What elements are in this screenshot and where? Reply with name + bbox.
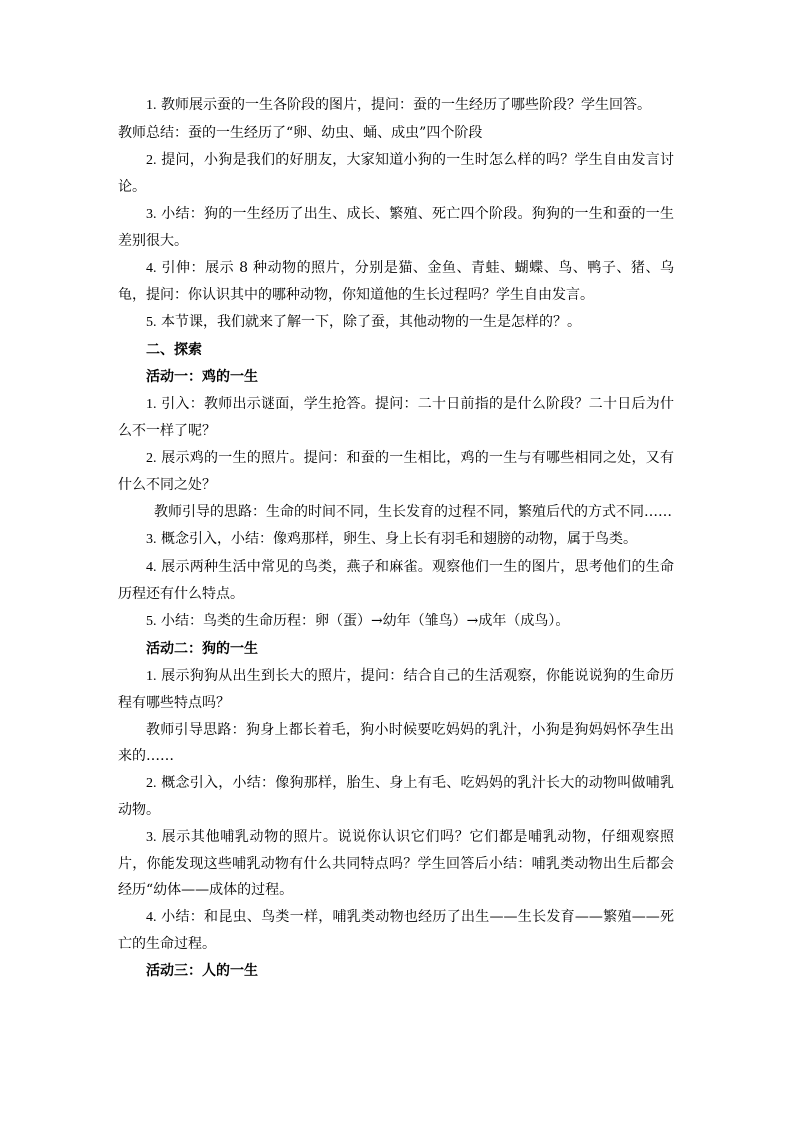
paragraph-lesson-intro: 5. 本节课，我们就来了解一下，除了蚕，其他动物的一生是怎样的？。 xyxy=(146,314,581,330)
paragraph-chicken-photos: 2. 展示鸡的一生的照片。提问：和蚕的一生相比，鸡的一生与有哪些相同之处，又有什么不同之处？ xyxy=(118,450,674,493)
paragraph-dog-summary: 3. 小结：狗的一生经历了出生、成长、繁殖、死亡四个阶段。狗狗的一生和蚕的一生差别很大。 xyxy=(118,206,674,249)
paragraph-extension: 4. 引伸：展示 8 种动物的照片，分别是猫、金鱼、青蛙、蝴蝶、鸟、鸭子、猪、乌龟，提问：你认识其中的哪种动物，你知道他的生长过程吗？学生自由发言。 xyxy=(118,260,674,303)
paragraph-teacher-guide-1: 教师引导的思路：生命的时间不同，生长发育的过程不同，繁殖后代的方式不同…… xyxy=(154,504,672,520)
paragraph-bird-concept: 3. 概念引入，小结：像鸡那样，卵生、身上长有羽毛和翅膀的动物，属于鸟类。 xyxy=(146,531,637,547)
activity-heading-dog: 活动二：狗的一生 xyxy=(146,641,258,657)
activity-heading-human: 活动三：人的一生 xyxy=(146,963,258,979)
paragraph-teacher-guide-2: 教师引导思路：狗身上都长着毛，狗小时候要吃妈妈的乳汁，小狗是狗妈妈怀孕生出来的…… xyxy=(118,722,674,764)
activity-heading-chicken: 活动一：鸡的一生 xyxy=(146,369,258,385)
paragraph-other-mammals: 3. 展示其他哺乳动物的照片。说说你认识它们吗？它们都是哺乳动物，仔细观察照片，你能发现这些哺乳动物有什么共同特点吗？学生回答后小结：哺乳类动物出生后都会经历“幼体——成体的过程。 xyxy=(118,829,674,898)
paragraph-mammal-concept: 2. 概念引入，小结：像狗那样，胎生、身上有毛、吃妈妈的乳汁长大的动物叫做哺乳动物。 xyxy=(118,775,674,818)
paragraph-silkworm-stages: 1. 教师展示蚕的一生各阶段的图片，提问：蚕的一生经历了哪些阶段？学生回答。 xyxy=(146,97,651,113)
paragraph-mammal-summary: 4. 小结：和昆虫、鸟类一样，哺乳类动物也经历了出生——生长发育——繁殖——死亡的生命过程。 xyxy=(118,909,674,952)
paragraph-riddle: 1. 引入：教师出示谜面，学生抢答。提问：二十日前指的是什么阶段？二十日后为什么不一样了呢？ xyxy=(118,396,674,439)
paragraph-teacher-summary: 教师总结：蚕的一生经历了“卵、幼虫、蛹、成虫”四个阶段 xyxy=(118,125,483,141)
paragraph-dog-question: 2. 提问，小狗是我们的好朋友，大家知道小狗的一生时怎么样的吗？学生自由发言讨论。 xyxy=(118,152,674,195)
paragraph-dog-photos: 1. 展示狗狗从出生到长大的照片，提问：结合自己的生活观察，你能说说狗的生命历程有哪些特点吗？ xyxy=(118,668,674,711)
paragraph-common-birds: 4. 展示两种生活中常见的鸟类，燕子和麻雀。观察他们一生的图片，思考他们的生命历程还有什么特点。 xyxy=(118,559,674,602)
paragraph-bird-lifecycle: 5. 小结：鸟类的生命历程：卵（蛋）→幼年（雏鸟）→成年（成鸟）。 xyxy=(146,613,570,629)
document-page xyxy=(118,92,674,985)
section-heading-explore: 二、探索 xyxy=(146,342,202,358)
